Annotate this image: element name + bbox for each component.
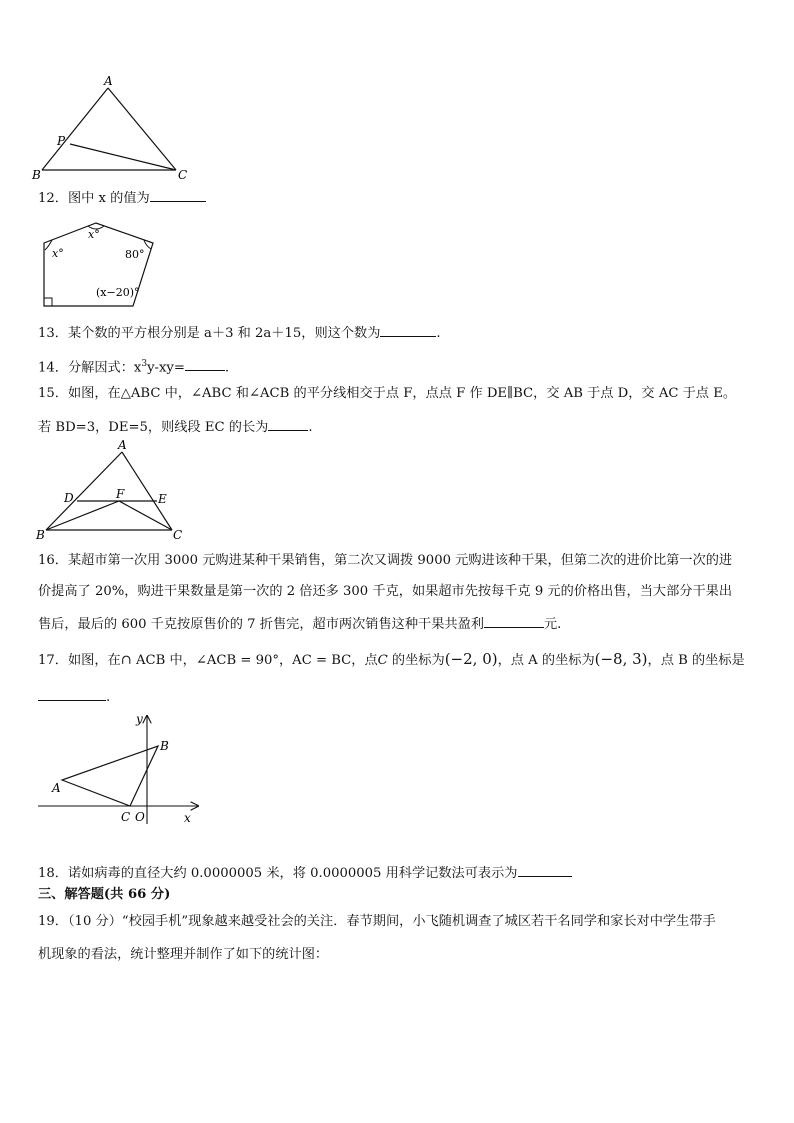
question-12: [38, 187, 206, 208]
question-14: [38, 355, 229, 377]
answer-blank: [484, 613, 544, 628]
question-19-line-1: 19．（10 分）“校园手机”现象越来越受社会的关注．春节期间，小飞随机调查了城区若干名同学和家长对中学生带手: [38, 914, 716, 929]
question-12-text: 12．图中 x 的值为: [38, 191, 150, 206]
period: .: [224, 360, 230, 376]
exponent: 3: [141, 359, 148, 369]
question-17-answer: [38, 686, 110, 707]
question-15-text: 若 BD=3，DE=5，则线段 EC 的长为: [38, 420, 269, 435]
question-18: [38, 862, 572, 883]
unit-yuan: 元.: [543, 617, 562, 632]
axis-x-label: x: [184, 811, 191, 825]
angle-right: 80°: [125, 248, 145, 261]
question-16-line-2: 价提高了 20%，购进干果数量是第一次的 2 倍还多 300 千克，如果超市先按每千克 9 元的价格出售，当大部分干果出: [38, 584, 733, 599]
triangle-def-figure: [30, 438, 190, 543]
label-a: A: [104, 74, 113, 88]
label-b: B: [32, 168, 41, 182]
label-c: C: [173, 528, 183, 542]
answer-blank: [38, 686, 106, 701]
answer-blank: [518, 862, 572, 877]
answer-blank: [268, 416, 308, 431]
axis-y-label: y: [136, 712, 143, 726]
period: .: [436, 326, 441, 341]
question-17: [38, 650, 745, 670]
question-14-expression: y-xy=: [147, 360, 185, 376]
question-14-text: 14．分解因式：x: [38, 360, 142, 376]
label-f: F: [116, 487, 125, 501]
c-coordinate: (−2, 0): [444, 650, 498, 668]
period: .: [308, 420, 313, 435]
question-13-text: 13．某个数的平方根分别是 a＋3 和 2a＋15，则这个数为: [38, 326, 381, 341]
question-18-text: 18．诺如病毒的直径大约 0.0000005 米，将 0.0000005 用科学记数法可表示为: [38, 866, 518, 881]
label-c: C: [178, 168, 188, 182]
angle-bottom: (x−20)°: [96, 286, 140, 299]
question-16-line-1: 16．某超市第一次用 3000 元购进某种干果销售，第二次又调拨 9000 元购进该种干果，但第二次的进价比第一次的进: [38, 553, 733, 568]
answer-blank: [185, 356, 225, 371]
question-17-text: 17．如图，在∩ ACB 中，∠ACB = 90°，AC = BC，点: [38, 653, 378, 668]
a-coordinate: (−8, 3): [594, 650, 648, 668]
label-d: D: [64, 491, 74, 505]
point-c: C: [377, 653, 388, 668]
period: .: [106, 690, 111, 705]
label-c: C: [121, 810, 131, 824]
label-a: A: [52, 781, 61, 795]
triangle-abc-figure: [30, 74, 200, 184]
section-title: 三、解答题(共 66 分): [38, 887, 171, 902]
angle-top: x°: [88, 228, 100, 241]
pentagon-figure: [30, 212, 190, 312]
answer-blank: [150, 187, 206, 202]
question-16-line-3: [38, 613, 561, 634]
label-a: A: [118, 438, 127, 452]
question-19-line-2: 机现象的看法，统计整理并制作了如下的统计图：: [38, 947, 329, 962]
coordinate-figure: [32, 712, 212, 828]
text-fragment: ，点 A 的坐标为: [497, 653, 595, 668]
label-o: O: [135, 810, 145, 824]
label-e: E: [158, 492, 167, 506]
label-p: P: [57, 134, 66, 148]
angle-left: x°: [52, 247, 64, 260]
question-15-line-2: [38, 416, 313, 437]
text-fragment: 的坐标为: [387, 653, 445, 668]
label-b: B: [160, 739, 169, 753]
question-15-line-1: 15．如图，在△ABC 中，∠ABC 和∠ACB 的平分线相交于点 F，点点 F 作 DE∥BC，交 AB 于点 D，交 AC 于点 E。: [38, 386, 737, 401]
label-b: B: [36, 528, 45, 542]
text-fragment: ，点 B 的坐标是: [647, 653, 745, 668]
answer-blank: [380, 322, 436, 337]
question-16-text: 售后，最后的 600 千克按原售价的 7 折售完，超市两次销售这种干果共盈利: [38, 617, 484, 632]
question-13: [38, 322, 441, 343]
